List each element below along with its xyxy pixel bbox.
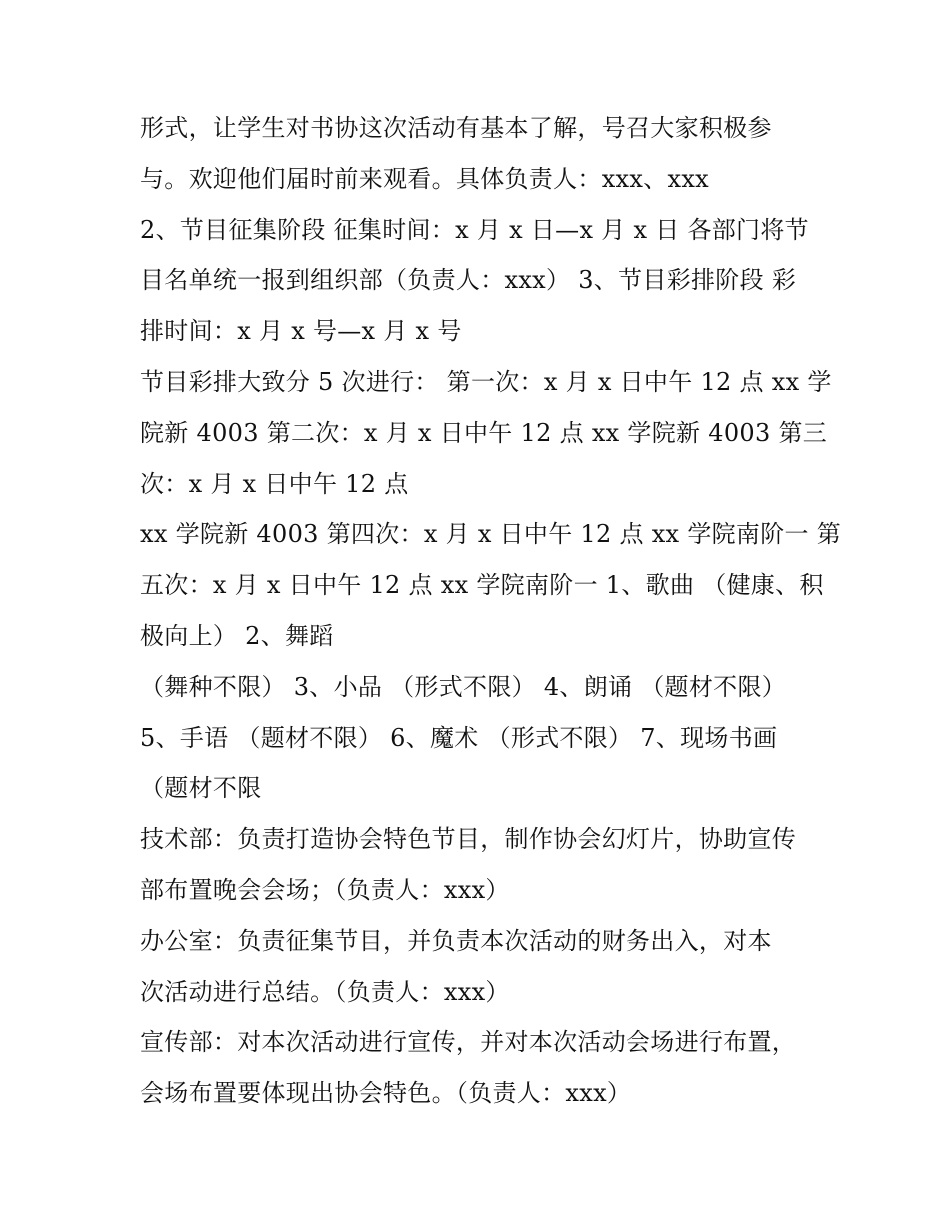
text-line: 部布置晚会会场；（负责人：xxx） [140, 875, 510, 904]
text-line: 五次：x 月 x 日中午 12 点 xx 学院南阶一 1、歌曲 （健康、积 [140, 571, 824, 600]
text-line: 技术部：负责打造协会特色节目，制作协会幻灯片，协助宣传 [140, 825, 797, 854]
text-line: 会场布置要体现出协会特色。（负责人：xxx） [140, 1079, 632, 1108]
text-line: 节目彩排大致分 5 次进行： 第一次：x 月 x 日中午 12 点 xx 学 [140, 367, 832, 396]
text-line: 次活动进行总结。（负责人：xxx） [140, 977, 510, 1006]
document-body [140, 103, 840, 1119]
text-line: 目名单统一报到组织部（负责人：xxx） 3、节目彩排阶段 彩 [140, 266, 797, 295]
text-line: 与。欢迎他们届时前来观看。具体负责人：xxx、xxx [140, 164, 710, 193]
text-line: 形式，让学生对书协这次活动有基本了解，号召大家积极参 [140, 114, 772, 142]
text-line: 极向上） 2、舞蹈 [140, 621, 334, 650]
text-line: 次：x 月 x 日中午 12 点 [140, 469, 409, 498]
text-line: 2、节目征集阶段 征集时间：x 月 x 日—x 月 x 日 各部门将节 [140, 215, 809, 244]
text-line: （舞种不限） 3、小品 （形式不限） 4、朗诵 （题材不限） [140, 672, 787, 701]
text-line: （题材不限 [140, 774, 262, 803]
text-line: 院新 4003 第二次：x 月 x 日中午 12 点 xx 学院新 4003 第三 [140, 418, 828, 447]
text-line: 宣传部：对本次活动进行宣传，并对本次活动会场进行布置， [140, 1028, 797, 1057]
text-line: 办公室：负责征集节目，并负责本次活动的财务出入，对本 [140, 926, 772, 955]
text-line: 5、手语 （题材不限） 6、魔术 （形式不限） 7、现场书画 [140, 723, 778, 752]
text-line: 排时间：x 月 x 号—x 月 x 号 [140, 317, 462, 346]
text-line: xx 学院新 4003 第四次：x 月 x 日中午 12 点 xx 学院南阶一 第 [140, 520, 842, 549]
